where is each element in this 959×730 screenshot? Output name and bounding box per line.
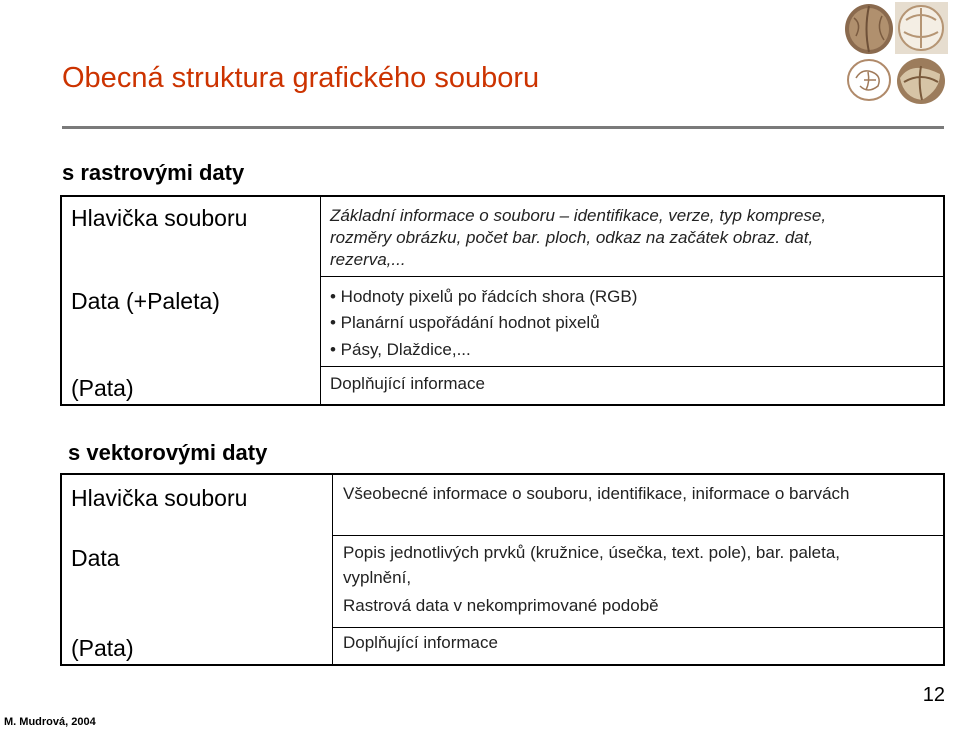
vector-data-text-line3: Rastrová data v nekomprimované podobě <box>343 596 659 615</box>
slide-title: Obecná struktura grafického souboru <box>62 62 540 94</box>
vector-footer-label: (Pata) <box>71 635 134 661</box>
walnut-image <box>842 2 948 106</box>
vector-data-label: Data <box>71 545 120 571</box>
raster-footer-label: (Pata) <box>71 375 134 401</box>
title-rule <box>62 126 944 129</box>
vector-data-text-line1: Popis jednotlivých prvků (kružnice, úsečka, text. pole), bar. paleta, <box>343 543 841 562</box>
raster-data-label: Data (+Paleta) <box>71 288 220 314</box>
vector-data-text-line2: vyplnění, <box>343 568 412 587</box>
raster-section-heading: s rastrovými daty <box>62 160 245 185</box>
raster-data-bullet-1: • Hodnoty pixelů po řádcích shora (RGB) <box>330 287 638 306</box>
vector-section-heading: s vektorovými daty <box>68 440 268 465</box>
raster-data-bullet-2: • Planární uspořádání hodnot pixelů <box>330 313 600 332</box>
vector-footer-text: Doplňující informace <box>343 633 498 652</box>
vector-header-text: Všeobecné informace o souboru, identifikace, iniformace o barvách <box>343 484 850 503</box>
vector-structure-table <box>60 473 945 666</box>
raster-header-text-line3: rezerva,... <box>330 250 406 269</box>
raster-data-bullet-3: • Pásy, Dlaždice,... <box>330 340 471 359</box>
page-number: 12 <box>922 684 945 706</box>
footer-author: M. Mudrová, 2004 <box>4 716 96 728</box>
vector-header-label: Hlavička souboru <box>71 485 248 511</box>
raster-header-label: Hlavička souboru <box>71 205 248 231</box>
raster-header-text-line1: Základní informace o souboru – identifikace, verze, typ komprese, <box>330 206 827 225</box>
raster-header-text-line2: rozměry obrázku, počet bar. ploch, odkaz na začátek obraz. dat, <box>330 228 814 247</box>
raster-footer-text: Doplňující informace <box>330 374 485 393</box>
raster-structure-table <box>60 195 945 406</box>
